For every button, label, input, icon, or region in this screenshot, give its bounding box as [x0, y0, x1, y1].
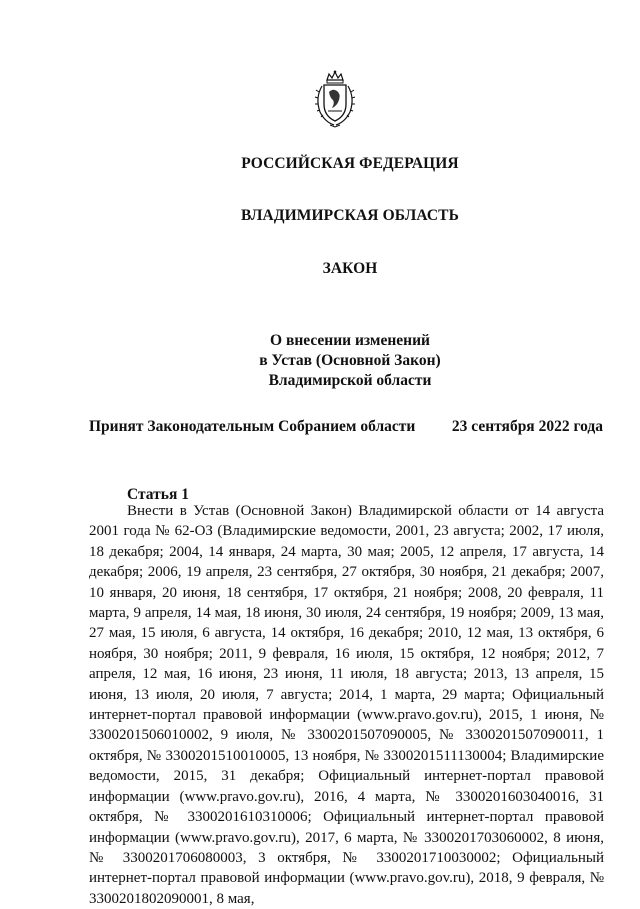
coat-of-arms-icon: [314, 70, 356, 128]
adoption-date: 23 сентября 2022 года: [451, 418, 603, 435]
article-title: Статья 1: [127, 486, 189, 503]
document-type-heading: ЗАКОН: [322, 260, 378, 277]
subject-line-2: в Устав (Основной Закон): [259, 352, 441, 369]
subject-line-3: Владимирской области: [268, 372, 432, 389]
subject-line-1: О внесении изменений: [270, 332, 430, 349]
law-subject: [30, 331, 640, 391]
article-body-text: Внести в Устав (Основной Закон) Владимирской области от 14 августа 2001 года № 62-ОЗ (Владимирские ведомости, 2001, 23 августа; 2002, 17 июля, 18 декабря; 2004, 14 января, 24 марта, 30 мая; 2005, 12 апреля, 17 августа, 14 декабря; 2006, 19 апреля, 23 сентября, 27 октября, 30 ноября, 21 декабря; 2007, 10 января, 20 июня, 18 сентября, 17 октября, 21 ноября; 2008, 20 февраля, 11 марта, 9 апреля, 14 мая, 18 июня, 30 июля, 24 сентября, 19 ноября; 2009, 13 мая, 27 мая, 15 июля, 6 августа, 14 октября, 16 декабря; 2010, 12 мая, 13 октября, 6 ноября, 30 ноября; 2011, 9 февраля, 16 июля, 15 октября, 12 ноября; 2012, 7 апреля, 12 мая, 16 июня, 23 июня, 11 июля, 18 августа; 2013, 13 апреля, 15 июня, 13 июля, 20 июля, 7 августа; 2014, 1 марта, 29 марта; Официальный интернет-портал правовой информации (www.pravo.gov.ru), 2015, 1 июня, № 3300201506010002, 9 июля, № 3300201507090005, № 3300201507090011, 1 октября, № 3300201510010005, 13 ноября, № 3300201511130004; Владимирские ведомости, 2015, 31 декабря; Официальный интернет-портал правовой информации (www.pravo.gov.ru), 2016, 4 марта, № 3300201603040016, 31 октября, № 3300201610310006; Официальный интернет-портал правовой информации (www.pravo.gov.ru), 2017, 6 марта, № 3300201703060002, 8 июня, № 3300201706080003, 3 октября, № 3300201710030002; Официальный интернет-портал правовой информации (www.pravo.gov.ru), 2018, 9 февраля, № 3300201802090001, 8 мая,: [89, 503, 604, 907]
adoption-line: [89, 418, 603, 436]
region-heading: ВЛАДИМИРСКАЯ ОБЛАСТЬ: [241, 207, 459, 224]
adopted-by-text: Принят Законодательным Собранием области: [89, 418, 416, 435]
country-heading: РОССИЙСКАЯ ФЕДЕРАЦИЯ: [241, 155, 459, 172]
